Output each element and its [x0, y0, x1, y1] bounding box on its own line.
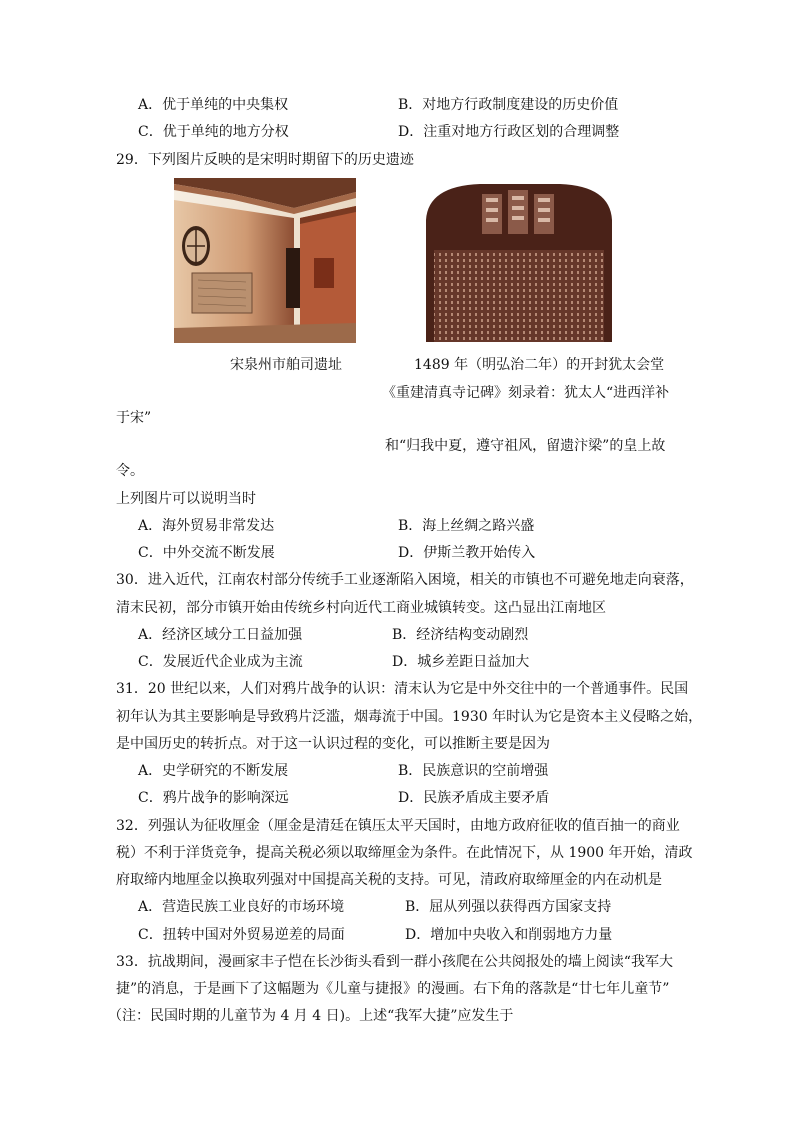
- q31-option-d: D．民族矛盾成主要矛盾: [398, 790, 550, 806]
- q29-option-c: C．中外交流不断发展: [138, 545, 275, 561]
- q29-lead: 上列图片可以说明当时: [116, 491, 256, 507]
- q31-option-c: C．鸦片战争的影响深远: [138, 790, 289, 806]
- q31-line-3: 是中国历史的转折点。对于这一认识过程的变化，可以推断主要是因为: [116, 736, 550, 752]
- q28-option-a: A．优于单纯的中央集权: [138, 97, 289, 113]
- q29-stem: 29．下列图片反映的是宋明时期留下的历史遗迹: [116, 152, 414, 168]
- q30-line-2: 清末民初，部分市镇开始由传统乡村向近代工商业城镇转变。这凸显出江南地区: [116, 600, 606, 616]
- q32-option-d: D．增加中央收入和削弱地方力量: [405, 927, 613, 943]
- quanzhou-shibosi-photo: [174, 178, 356, 343]
- q33-line-1: 33．抗战期间，漫画家丰子恺在长沙街头看到一群小孩爬在公共阅报处的墙上阅读“我军大: [116, 954, 673, 970]
- q31-line-2: 初年认为其主要影响是导致鸦片泛滥，烟毒流于中国。1930 年时认为它是资本主义侵略之始，: [116, 709, 703, 725]
- caption-right-line-5: 令。: [116, 463, 144, 479]
- q30-option-c: C．发展近代企业成为主流: [138, 654, 303, 670]
- q32-line-2: 税）不利于洋货竞争，提高关税必须以取缔厘金为条件。在此情况下，从 1900 年开始，清政: [116, 845, 693, 861]
- q33-line-2: 捷”的消息，于是画下了这幅题为《儿童与捷报》的漫画。右下角的落款是“廿七年儿童节”: [116, 981, 670, 997]
- q29-option-b: B．海上丝绸之路兴盛: [398, 518, 535, 534]
- caption-right-line-2: 《重建清真寺记碑》刻录着：犹太人“进西洋补: [382, 385, 670, 401]
- q31-option-a: A．史学研究的不断发展: [138, 763, 289, 779]
- q32-line-1: 32．列强认为征收厘金（厘金是清廷在镇压太平天国时，由地方政府征收的值百抽一的商业: [116, 818, 680, 834]
- caption-right-line-1: 1489 年（明弘治二年）的开封犹太会堂: [414, 357, 665, 373]
- q30-option-a: A．经济区域分工日益加强: [138, 627, 303, 643]
- q29-option-a: A．海外贸易非常发达: [138, 518, 275, 534]
- q30-line-1: 30．进入近代，江南农村部分传统手工业逐渐陷入困境，相关的市镇也不可避免地走向衰落，: [116, 572, 694, 588]
- q31-line-1: 31．20 世纪以来，人们对鸦片战争的认识：清末认为它是中外交往中的一个普通事件。民国: [116, 681, 689, 697]
- q29-option-d: D．伊斯兰教开始传入: [398, 545, 536, 561]
- caption-right-line-3: 于宋”: [116, 410, 152, 426]
- q30-option-b: B．经济结构变动剧烈: [392, 627, 529, 643]
- q30-option-d: D．城乡差距日益加大: [392, 654, 530, 670]
- q32-option-a: A．营造民族工业良好的市场环境: [138, 899, 345, 915]
- caption-right-line-4: 和“归我中夏，遵守祖风，留遗汴梁”的皇上故: [385, 438, 666, 454]
- q32-line-3: 府取缔内地厘金以换取列强对中国提高关税的支持。可见，清政府取缔厘金的内在动机是: [116, 872, 662, 888]
- q31-option-b: B．民族意识的空前增强: [398, 763, 549, 779]
- q28-option-c: C．优于单纯的地方分权: [138, 124, 289, 140]
- q28-option-b: B．对地方行政制度建设的历史价值: [398, 97, 619, 113]
- q28-option-d: D．注重对地方行政区划的合理调整: [398, 124, 620, 140]
- q33-line-3: （注：民国时期的儿童节为 4 月 4 日)。上述“我军大捷”应发生于: [108, 1008, 514, 1024]
- kaifeng-stele-photo: [420, 180, 618, 342]
- caption-left: 宋泉州市舶司遗址: [230, 357, 342, 373]
- q32-option-c: C．扭转中国对外贸易逆差的局面: [138, 927, 345, 943]
- q32-option-b: B．屈从列强以获得西方国家支持: [405, 899, 612, 915]
